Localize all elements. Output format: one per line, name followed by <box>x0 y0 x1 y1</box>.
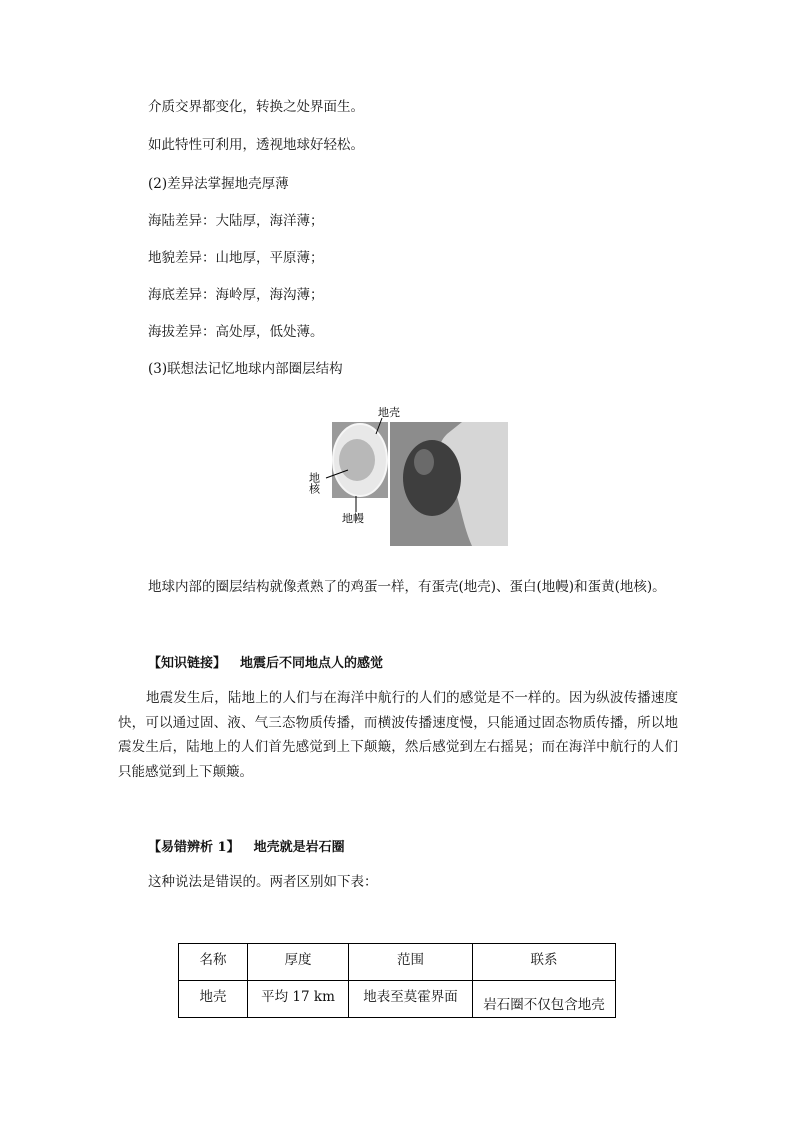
knowledge-paragraph: 地震发生后，陆地上的人们与在海洋中航行的人们的感觉是不一样的。因为纵波传播速度快，可以通过固、液、气三态物质传播，而横波传播速度慢，只能通过固态物质传播，所以地震发生后，陆地上的人们首先感觉到上下颠簸，然后感觉到左右摇晃；而在海洋中航行的人们只能感觉到上下颠簸。 <box>118 690 678 780</box>
section-heading-thickness: (2)差异法掌握地壳厚薄 <box>148 176 289 192</box>
egg-highlight <box>414 449 434 475</box>
mistake-intro: 这种说法是错误的。两者区别如下表： <box>148 874 378 890</box>
table-cell: 地表至莫霍界面 <box>349 981 473 1018</box>
header-cell: 厚度 <box>248 944 349 981</box>
table-cell: 地壳 <box>179 981 248 1018</box>
table-row <box>179 981 616 1018</box>
comparison-table <box>178 943 616 1018</box>
landform-difference: 地貌差异：山地厚，平原薄； <box>148 250 324 266</box>
header-cell: 联系 <box>473 944 616 981</box>
label-core: 地核 <box>307 472 321 494</box>
mistake-tag: 【易错辨析 1】 <box>148 840 240 855</box>
figure-caption: 地球内部的圈层结构就像煮熟了的鸡蛋一样，有蛋壳(地壳)、蛋白(地幔)和蛋黄(地核)。 <box>148 579 666 595</box>
egg-yolk <box>339 439 375 481</box>
whole-egg <box>403 440 461 516</box>
table-cell: 岩石圈不仅包含地壳 <box>473 981 616 1018</box>
mistake-title: 地壳就是岩石圈 <box>253 840 345 855</box>
table-cell: 平均 17 km <box>248 981 349 1018</box>
label-crust: 地壳 <box>378 406 400 419</box>
egg-structure-figure <box>307 404 512 550</box>
land-sea-difference: 海陆差异：大陆厚，海洋薄； <box>148 213 324 229</box>
knowledge-title: 地震后不同地点人的感觉 <box>240 656 384 671</box>
label-mantle: 地幔 <box>342 512 364 525</box>
verse-line-2: 如此特性可利用，透视地球好轻松。 <box>148 137 364 153</box>
section-heading-structure: (3)联想法记忆地球内部圈层结构 <box>148 361 343 377</box>
knowledge-heading <box>148 652 383 671</box>
header-cell: 范围 <box>349 944 473 981</box>
header-cell: 名称 <box>179 944 248 981</box>
mistake-heading <box>148 836 345 855</box>
altitude-difference: 海拔差异：高处厚，低处薄。 <box>148 324 324 340</box>
verse-line-1: 介质交界都变化，转换之处界面生。 <box>148 99 364 115</box>
seafloor-difference: 海底差异：海岭厚，海沟薄； <box>148 287 324 303</box>
table-header-row <box>179 944 616 981</box>
egg-illustration <box>307 404 512 550</box>
knowledge-tag: 【知识链接】 <box>148 656 227 671</box>
